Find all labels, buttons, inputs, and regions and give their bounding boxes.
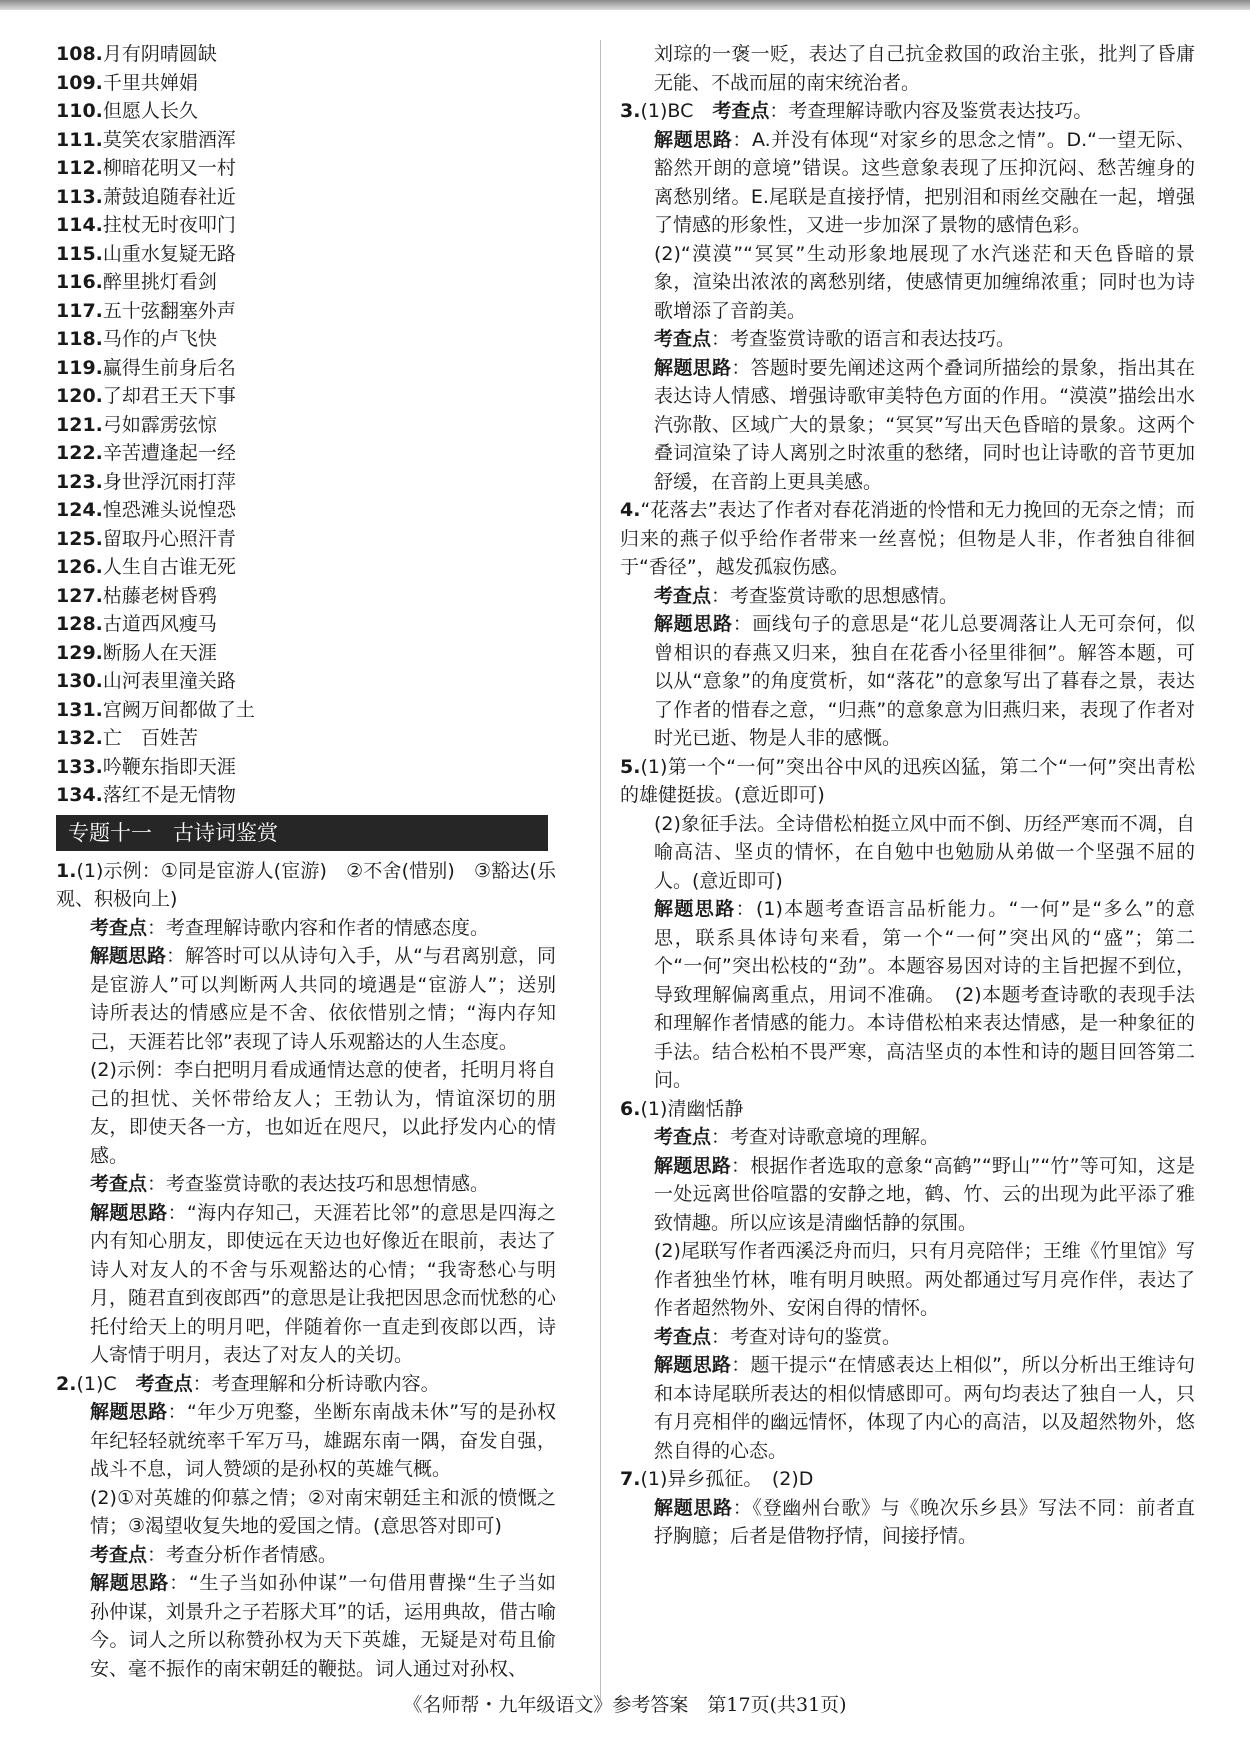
answer-text: ：考查分析作者情感。 <box>147 1543 338 1566</box>
answer-number: 118. <box>56 328 103 350</box>
answer-text: 宫阙万间都做了土 <box>102 698 255 721</box>
answer-text: 辛苦遭逢起一经 <box>102 442 236 464</box>
answer-number: 116. <box>56 271 103 293</box>
answer-number: 110. <box>56 100 103 122</box>
answer-text: 枯藤老树昏鸦 <box>102 584 217 607</box>
page-top-edge <box>0 0 1250 10</box>
label-jieti-silu: 解题思路 <box>654 898 736 920</box>
label-kaochadian: 考查点 <box>712 100 770 122</box>
label-jieti-silu: 解题思路 <box>90 1401 168 1423</box>
answer-line <box>56 211 556 240</box>
answer-text: 拄杖无时夜叩门 <box>102 214 236 236</box>
answer-number: 129. <box>56 641 103 664</box>
question-3 <box>620 97 1195 496</box>
column-divider <box>600 40 601 1700</box>
answer-text: ：考查理解和分析诗歌内容。 <box>192 1372 440 1395</box>
section-title: 专题十一 古诗词鉴赏 <box>56 815 548 851</box>
answer-text: 惶恐滩头说惶恐 <box>102 499 236 521</box>
answer-text: ：画线句子的意思是“花儿总要凋落让人无可奈何，似曾相识的春燕又归来，独自在花香小径里徘徊”。解答本题，可以从“意象”的角度赏析，如“落花”的意象写出了暮春之景，表达了作者的惜春之意，“归燕”的意象意为旧燕归来，表现了作者对时光已逝、物是人非的感慨。 <box>654 613 1195 749</box>
answer-line <box>56 126 556 155</box>
question-number: 7. <box>620 1468 641 1490</box>
label-jieti-silu: 解题思路 <box>654 1496 733 1519</box>
answer-line <box>56 639 556 668</box>
answer-line <box>56 411 556 440</box>
answer-text: (1)C <box>76 1372 136 1395</box>
answer-number: 133. <box>56 755 103 778</box>
answer-number: 115. <box>56 242 103 265</box>
answer-text: 亡 百姓苦 <box>102 727 198 749</box>
label-jieti-silu: 解题思路 <box>90 945 167 967</box>
right-column <box>620 40 1195 1551</box>
answer-text: (2)示例：李白把明月看成通情达意的使者，托明月将自己的担忧、关怀带给友人；王勃认为，情谊深切的朋友，即使天各一方，也如近在咫尺，以此抒发内心的情感。 <box>90 1059 556 1167</box>
answer-text: ：考查对诗句的鉴赏。 <box>711 1325 902 1348</box>
answer-number: 112. <box>56 157 103 179</box>
answer-line <box>56 354 556 383</box>
answer-text: ：考查理解诗歌内容和作者的情感态度。 <box>147 916 490 939</box>
answer-text: 柳暗花明又一村 <box>102 157 236 179</box>
answer-text: (1)清幽恬静 <box>640 1097 744 1120</box>
answer-text: 但愿人长久 <box>102 100 198 122</box>
answer-text: 古道西风瘦马 <box>102 613 217 635</box>
answer-number: 132. <box>56 727 103 749</box>
answer-line <box>56 525 556 554</box>
answer-text: 山河表里潼关路 <box>102 670 236 692</box>
answer-text: ：考查鉴赏诗歌的思想感情。 <box>711 584 959 607</box>
answer-text: (2)尾联写作者西溪泛舟而归，只有月亮陪伴；王维《竹里馆》写作者独坐竹林，唯有明月映照。两处都通过写月亮作伴，表达了作者超然物外、安闲自得的情怀。 <box>654 1240 1195 1319</box>
answer-text: 吟鞭东指即天涯 <box>102 755 236 778</box>
answer-line <box>56 582 556 611</box>
question-2-continued: 刘琮的一褒一贬，表达了自己抗金救国的政治主张，批判了昏庸无能、不战而屈的南宋统治者。 <box>654 43 1195 94</box>
answer-number: 122. <box>56 442 103 464</box>
answer-number: 113. <box>56 185 103 208</box>
question-7 <box>620 1465 1195 1551</box>
answer-number: 108. <box>56 43 103 65</box>
answer-number: 117. <box>56 299 103 322</box>
answer-text: ：考查鉴赏诗歌的语言和表达技巧。 <box>711 328 1016 350</box>
answer-line <box>56 183 556 212</box>
answer-text: ：根据作者选取的意象“高鹤”“野山”“竹”等可知，这是一处远离世俗喧嚣的安静之地，鹤、竹、云的出现为此平添了雅致情趣。所以应该是清幽恬静的氛围。 <box>654 1154 1195 1234</box>
question-number: 2. <box>56 1372 77 1395</box>
answer-text: 莫笑农家腊酒浑 <box>102 128 236 151</box>
answer-text: 留取丹心照汗青 <box>102 527 236 550</box>
answer-text: (1)示例：①同是宦游人(宦游) ②不舍(惜别) ③豁达(乐观、积极向上) <box>56 859 556 910</box>
answer-text: 了却君王天下事 <box>102 385 236 407</box>
answer-number: 114. <box>56 214 103 236</box>
label-jieti-silu: 解题思路 <box>654 128 733 151</box>
answer-text: 赢得生前身后名 <box>102 356 236 379</box>
answer-number: 127. <box>56 584 103 607</box>
label-jieti-silu: 解题思路 <box>90 1572 170 1594</box>
label-kaochadian: 考查点 <box>654 1325 712 1348</box>
answer-line <box>56 468 556 497</box>
answer-text: (2)①对英雄的仰慕之情；②对南宋朝廷主和派的愤慨之情；③渴望收复失地的爱国之情。(意思答对即可) <box>90 1486 556 1537</box>
answer-text: 千里共婵娟 <box>102 71 198 94</box>
answer-number: 119. <box>56 356 103 379</box>
answer-number: 121. <box>56 413 103 436</box>
answer-text: “花落去”表达了作者对春花消逝的怜惜和无力挽回的无奈之情；而归来的燕子似乎给作者带来一丝喜悦；但物是人非，作者独自徘徊于“香径”，越发孤寂伤感。 <box>620 499 1195 578</box>
answer-text: ：“海内存知己，天涯若比邻”的意思是四海之内有知心朋友，即使远在天边也好像近在眼前，表达了诗人对友人的不舍与乐观豁达的心情；“我寄愁心与明月，随君直到夜郎西”的意思是让我把因思念而忧愁的心托付给天上的明月吧，伴随着你一直走到夜郎以西，诗人寄情于明月，表达了对友人的关切。 <box>90 1201 556 1366</box>
answer-line <box>56 40 556 69</box>
label-kaochadian: 考查点 <box>654 584 712 607</box>
question-number: 5. <box>620 755 641 778</box>
answer-text: ：《登幽州台歌》与《晚次乐乡县》写法不同：前者直抒胸臆；后者是借物抒情，间接抒情。 <box>654 1496 1195 1547</box>
label-jieti-silu: 解题思路 <box>90 1201 168 1224</box>
left-column <box>56 40 556 1683</box>
answer-text: ：“生子当如孙仲谋”一句借用曹操“生子当如孙仲谋，刘景升之子若豚犬耳”的话，运用典故，借古喻今。词人之所以称赞孙权为天下英雄，无疑是对苟且偷安、毫不振作的南宋朝廷的鞭挞。词人通过对孙权、 <box>90 1572 556 1680</box>
answer-line <box>56 781 556 810</box>
answer-line <box>56 496 556 525</box>
answer-text: (1)第一个“一何”突出谷中风的迅疾凶猛，第二个“一何”突出青松的雄健挺拔。(意近即可) <box>620 755 1195 806</box>
question-number: 1. <box>56 859 77 882</box>
answer-text: 断肠人在天涯 <box>102 641 217 664</box>
answer-text: ：考查理解诗歌内容及鉴赏表达技巧。 <box>769 100 1093 122</box>
answer-text: ：题干提示“在情感表达上相似”，所以分析出王维诗句和本诗尾联所表达的相似情感即可。两句均表达了独自一人，只有月亮相伴的幽远情怀，体现了内心的高洁，以及超然物外，悠然自得的心态。 <box>654 1354 1195 1462</box>
question-5 <box>620 753 1195 1095</box>
answer-line <box>56 610 556 639</box>
label-jieti-silu: 解题思路 <box>654 1154 731 1177</box>
answer-line <box>56 325 556 354</box>
answer-line <box>56 753 556 782</box>
answer-number: 124. <box>56 499 103 521</box>
answer-line <box>56 297 556 326</box>
answer-line <box>56 696 556 725</box>
answer-text: ：A.并没有体现“对家乡的思念之情”。D.“一望无际、豁然开朗的意境”错误。这些意象表现了压抑沉闷、愁苦缠身的离愁别绪。E.尾联是直接抒情，把别泪和雨丝交融在一起，增强了情感的形象性，又进一步加深了景物的感情色彩。 <box>654 128 1195 236</box>
answer-text: 马作的卢飞快 <box>102 328 217 350</box>
answer-text: (1)BC <box>640 100 713 122</box>
answer-line <box>56 724 556 753</box>
label-jieti-silu: 解题思路 <box>654 1354 732 1376</box>
poem-line-answer-list <box>56 40 556 810</box>
answer-number: 128. <box>56 613 103 635</box>
answer-number: 123. <box>56 470 103 493</box>
answer-line <box>56 69 556 98</box>
answer-text: 身世浮沉雨打萍 <box>102 470 236 493</box>
answer-line <box>56 97 556 126</box>
answer-line <box>56 439 556 468</box>
label-kaochadian: 考查点 <box>90 916 148 939</box>
answer-text: ：解答时可以从诗句入手，从“与君离别意，同是宦游人”可以判断两人共同的境遇是“宦游人”；送别诗所表达的情感应是不舍、依依惜别之情；“海内存知己，天涯若比邻”表现了诗人乐观豁达的人生态度。 <box>90 945 556 1053</box>
answer-text: (2)象征手法。全诗借松柏挺立风中而不倒、历经严寒而不凋，自喻高洁、坚贞的情怀，在自勉中也勉励从弟做一个坚强不屈的人。(意近即可) <box>654 812 1195 892</box>
answer-line <box>56 553 556 582</box>
answer-number: 109. <box>56 71 103 94</box>
label-kaochadian: 考查点 <box>654 1126 712 1148</box>
answer-text: 山重水复疑无路 <box>102 242 236 265</box>
label-kaochadian: 考查点 <box>135 1372 193 1395</box>
label-kaochadian: 考查点 <box>90 1543 148 1566</box>
label-jieti-silu: 解题思路 <box>654 356 732 379</box>
answer-line <box>56 240 556 269</box>
label-kaochadian: 考查点 <box>654 328 712 350</box>
answer-text: ：考查对诗歌意境的理解。 <box>711 1126 940 1148</box>
answer-number: 126. <box>56 556 103 578</box>
label-jieti-silu: 解题思路 <box>654 613 733 635</box>
label-kaochadian: 考查点 <box>90 1173 148 1195</box>
answer-number: 130. <box>56 670 103 692</box>
question-number: 4. <box>620 499 641 521</box>
answer-text: ：考查鉴赏诗歌的表达技巧和思想情感。 <box>147 1173 490 1195</box>
answer-number: 120. <box>56 385 103 407</box>
answer-number: 111. <box>56 128 103 151</box>
answer-line <box>56 268 556 297</box>
answer-line <box>56 154 556 183</box>
answer-line <box>56 382 556 411</box>
page-footer: 《名师帮・九年级语文》参考答案 第17页(共31页) <box>403 1694 847 1716</box>
question-6 <box>620 1095 1195 1466</box>
answer-text: ：“年少万兜鍪，坐断东南战未休”写的是孙权年纪轻轻就统率千军万马，雄踞东南一隅，奋发自强，战斗不息，词人赞颂的是孙权的英雄气概。 <box>90 1401 556 1480</box>
answer-number: 131. <box>56 698 103 721</box>
question-number: 6. <box>620 1097 641 1120</box>
answer-text: 落红不是无情物 <box>102 784 236 806</box>
answer-text: 人生自古谁无死 <box>102 556 236 578</box>
answer-text: ：(1)本题考查语言品析能力。“一何”是“多么”的意思，联系具体诗句来看，第一个“一何”突出风的“盛”；第二个“一何”突出松枝的“劲”。本题容易因对诗的主旨把握不到位，导致理解偏离重点，用词不准确。 (2)本题考查诗歌的表现手法和理解作者情感的能力。本诗借松柏来表达情感，是一种象征的手法。结合松柏不畏严寒，高洁坚贞的本性和诗的题目回答第二问。 <box>654 898 1195 1091</box>
answer-text: 弓如霹雳弦惊 <box>102 413 217 436</box>
answer-text: (1)异乡孤征。 (2)D <box>640 1468 814 1490</box>
question-number: 3. <box>620 100 641 122</box>
answer-number: 125. <box>56 527 103 550</box>
answer-text: 五十弦翻塞外声 <box>102 299 236 322</box>
question-2 <box>56 1370 556 1684</box>
answer-text: (2)“漠漠”“冥冥”生动形象地展现了水汽迷茫和天色昏暗的景象，渲染出浓浓的离愁别绪，使感情更加缠绵浓重；同时也为诗歌增添了音韵美。 <box>654 242 1195 322</box>
answer-line <box>56 667 556 696</box>
answer-text: 萧鼓追随春社近 <box>102 185 236 208</box>
answer-text: ：答题时要先阐述这两个叠词所描绘的景象，指出其在表达诗人情感、增强诗歌审美特色方面的作用。“漠漠”描绘出水汽弥散、区域广大的景象；“冥冥”写出天色昏暗的景象。这两个叠词渲染了诗人离别之时浓重的愁绪，同时也让诗歌的音节更加舒缓，在音韵上更具美感。 <box>654 356 1195 493</box>
answer-text: 月有阴晴圆缺 <box>102 43 217 65</box>
answer-text: 醉里挑灯看剑 <box>102 271 217 293</box>
question-4 <box>620 496 1195 753</box>
question-1 <box>56 857 556 1370</box>
answer-number: 134. <box>56 784 103 806</box>
